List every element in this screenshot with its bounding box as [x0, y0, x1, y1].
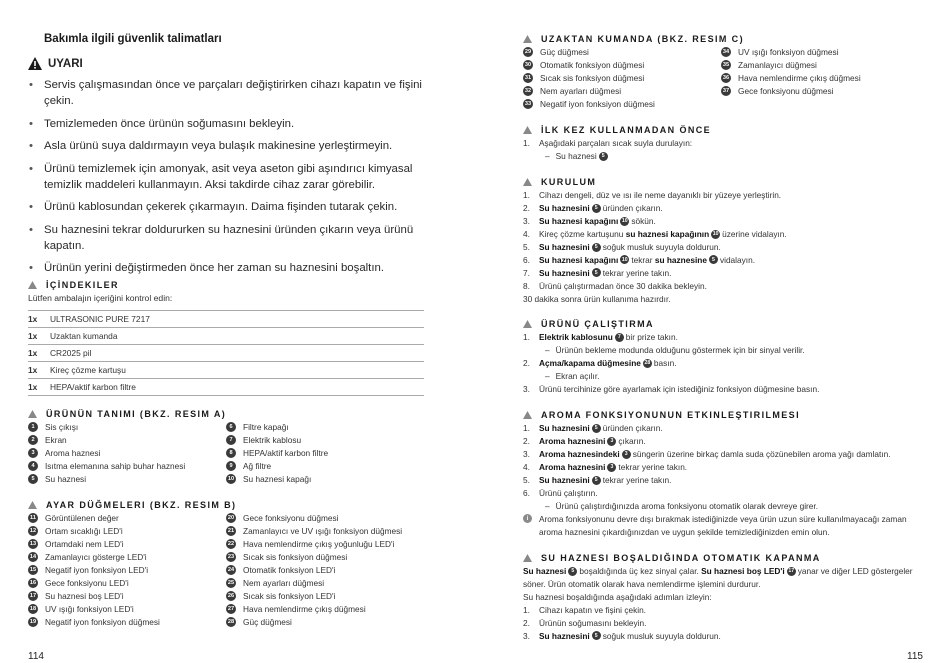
list-item: [721, 72, 861, 85]
info-note: i Aroma fonksiyonunu devre dışı bırakmak istediğinizde veya ürün uzun süre kullanılmayacağı zaman: [523, 512, 907, 525]
list-item: [28, 460, 226, 473]
list-item-label: Filtre kapağı: [243, 422, 289, 433]
list-item-label: Elektrik kablosu: [243, 435, 302, 446]
list-item: – Ürünün bekleme modunda olduğunu göstermek için bir sinyal verilir.: [523, 344, 819, 357]
contents-intro: Lütfen ambalajın içeriğini kontrol edin:: [28, 293, 173, 303]
callout-5-icon: 5: [592, 204, 601, 213]
list-item: [226, 602, 402, 615]
list-item-label: Zamanlayıcı düğmesi: [738, 60, 817, 71]
callout-number-icon: 4: [28, 461, 38, 471]
list-item: [226, 447, 328, 460]
table-row: 1x HEPA/aktif karbon filtre: [28, 379, 424, 396]
left-page: [28, 0, 424, 663]
list-item-label: HEPA/aktif karbon filtre: [243, 448, 329, 459]
callout-3-icon: 3: [607, 437, 616, 446]
callout-number-icon: 22: [227, 541, 235, 548]
callout-number-icon: 21: [227, 528, 235, 535]
list-item: [226, 538, 402, 551]
list-item-label: Sıcak sis fonksiyon LED'i: [243, 590, 336, 601]
list-item: [721, 59, 861, 72]
list-item: 1. Su haznesini 5 üründen çıkarın.: [523, 423, 663, 434]
maintenance-title: Bakımla ilgili güvenlik talimatları: [44, 33, 222, 45]
list-item: [523, 46, 721, 59]
callout-number-icon: 33: [524, 101, 532, 107]
list-item: [28, 576, 226, 589]
buttons-heading: AYAR DÜĞMELERI (BKZ. RESIM B): [28, 500, 236, 510]
warning-title: UYARI: [48, 57, 83, 70]
right-page: [523, 0, 923, 663]
callout-number-icon: 29: [524, 49, 532, 56]
callout-number-icon: 5: [28, 474, 38, 484]
list-item-label: Zamanlayıcı ve UV ışığı fonksiyon düğmesi: [243, 526, 403, 537]
callout-number-icon: 16: [29, 579, 37, 586]
remote-list: [523, 46, 861, 110]
aroma-heading: AROMA FONKSIYONUNUN ETKINLEŞTIRILMESI: [523, 410, 800, 420]
list-item-label: Su haznesi: [45, 474, 87, 484]
list-item: [28, 512, 226, 525]
callout-3-icon: 3: [622, 450, 631, 459]
list-item: [28, 525, 226, 538]
list-item-label: UV ışığı fonksiyon düğmesi: [738, 47, 839, 58]
setup-heading: KURULUM: [523, 177, 596, 187]
list-item: [28, 447, 226, 460]
callout-number-icon: 17: [29, 592, 37, 599]
callout-number-icon: 28: [227, 618, 235, 625]
list-item-label: Negatif iyon fonksiyon düğmesi: [45, 616, 160, 627]
list-item: [28, 615, 226, 628]
callout-28-icon: 28: [644, 360, 651, 367]
list-item: [226, 512, 402, 525]
contents-table: [28, 310, 424, 396]
callout-number-icon: 11: [28, 513, 38, 523]
list-item: 2. Ürünün soğumasını bekleyin.: [523, 618, 647, 628]
list-item: 7. Su haznesini 5 tekrar yerine takın.: [523, 267, 672, 278]
triangle-bullet-icon: [523, 35, 532, 43]
list-item-label: Güç düğmesi: [243, 616, 292, 627]
info-icon: i: [523, 514, 532, 523]
callout-number-icon: 31: [524, 75, 532, 82]
paragraph-line: Su haznesi 5 boşaldığında üç kez sinyal çalar. Su haznesi boş LED'i 17 yanar ve diğer LED göstergeler: [523, 566, 913, 577]
list-item: [523, 85, 721, 98]
callout-number-icon: 18: [29, 605, 37, 612]
list-item: 6. Su haznesi kapağını 10 tekrar su haznesine 5 vidalayın.: [523, 254, 756, 265]
triangle-bullet-icon: [28, 501, 37, 509]
warning-item: • Temizlemeden önce ürünün soğumasını bekleyin.: [28, 116, 424, 132]
triangle-bullet-icon: [523, 178, 532, 186]
list-item-label: Sıcak sis fonksiyon düğmesi: [243, 552, 348, 563]
triangle-bullet-icon: [523, 411, 532, 419]
list-item-label: Nem ayarları düğmesi: [243, 577, 325, 588]
callout-5-icon: 5: [709, 255, 718, 264]
list-item-label: Ağ filtre: [243, 461, 272, 472]
operate-heading: ÜRÜNÜ ÇALIŞTIRMA: [523, 319, 654, 329]
callout-5-icon: 5: [599, 152, 608, 161]
list-item: [523, 59, 721, 72]
buttons-list: [28, 512, 402, 628]
callout-number-icon: 32: [524, 88, 532, 95]
table-row: 1x Kireç çözme kartuşu: [28, 362, 424, 379]
warning-list: [28, 77, 424, 283]
list-item: 3. Ürünü tercihinize göre ayarlamak için istediğiniz fonksiyon düğmesine basın.: [523, 384, 820, 394]
list-item-label: Hava nemlendirme çıkış düğmesi: [243, 603, 366, 614]
callout-5-icon: 5: [568, 567, 577, 576]
callout-number-icon: 14: [29, 554, 37, 561]
list-item: [523, 72, 721, 85]
list-item: [226, 589, 402, 602]
list-item: [523, 98, 721, 111]
callout-number-icon: 36: [722, 75, 730, 82]
list-item: [28, 589, 226, 602]
list-item-label: Görüntülenen değer: [45, 513, 119, 524]
list-item: 8. Ürünü çalıştırmadan önce 30 dakika bekleyin.: [523, 280, 707, 291]
list-item: [28, 564, 226, 577]
triangle-bullet-icon: [523, 126, 532, 134]
callout-number-icon: 8: [226, 448, 236, 458]
table-row: 1x CR2025 pil: [28, 345, 424, 362]
triangle-bullet-icon: [523, 320, 532, 328]
callout-number-icon: 9: [226, 461, 236, 471]
list-item: [226, 576, 402, 589]
list-item-label: Aroma haznesi: [45, 448, 101, 459]
callout-number-icon: 15: [29, 567, 37, 573]
operate-list: [523, 331, 819, 395]
warning-item: • Asla ürünü suya daldırmayın veya bulaşık makinesine yerleştirmeyin.: [28, 138, 424, 154]
list-item: [28, 538, 226, 551]
callout-5-icon: 5: [592, 243, 601, 252]
triangle-bullet-icon: [28, 281, 37, 289]
list-item: 6. Ürünü çalıştırın.: [523, 487, 598, 498]
list-item: [28, 602, 226, 615]
list-item: [28, 421, 226, 434]
callout-number-icon: 25: [227, 579, 235, 586]
list-item-label: Negatif iyon fonksiyon LED'i: [45, 565, 149, 575]
table-row: 1x ULTRASONIC PURE 7217: [28, 311, 424, 328]
callout-number-icon: 2: [28, 435, 38, 445]
list-item: [28, 473, 226, 486]
description-col-2: [226, 421, 328, 485]
list-item: 5. Su haznesini 5 soğuk musluk suyuyla doldurun.: [523, 242, 721, 252]
callout-10-icon: 10: [621, 256, 628, 263]
list-item-label: Isıtma elemanına sahip buhar haznesi: [45, 461, 186, 472]
callout-10-icon: 10: [712, 231, 719, 238]
callout-number-icon: 27: [227, 605, 235, 612]
list-item: 1. Aşağıdaki parçaları sıcak suyla durulayın:: [523, 138, 693, 149]
list-item: [226, 473, 328, 486]
list-item: – Ekran açılır.: [523, 370, 819, 383]
list-item: 30 dakika sonra ürün kullanıma hazırdır.: [523, 293, 671, 304]
list-item-label: Ortamdaki nem LED'i: [45, 539, 124, 550]
list-item: 5. Su haznesini 5 tekrar yerine takın.: [523, 475, 672, 485]
callout-number-icon: 34: [722, 49, 730, 56]
list-item: [226, 615, 402, 628]
list-item: 2. Su haznesini 5 üründen çıkarın.: [523, 203, 663, 214]
buttons-col-1: [28, 512, 226, 628]
empty-tank-heading: SU HAZNESI BOŞALDIĞINDA OTOMATIK KAPANMA: [523, 553, 821, 563]
list-item-label: Negatif iyon fonksiyon düğmesi: [540, 99, 655, 109]
table-row: 1x Uzaktan kumanda: [28, 328, 424, 345]
description-list: [28, 421, 328, 485]
setup-list: [523, 189, 787, 305]
list-item: 3. Su haznesini 5 soğuk musluk suyuyla doldurun.: [523, 630, 721, 641]
list-item: [226, 421, 328, 434]
callout-number-icon: 12: [29, 528, 37, 535]
list-item: [226, 460, 328, 473]
page-number-right: 115: [907, 651, 923, 662]
callout-number-icon: 37: [722, 88, 730, 95]
first-use-heading: İLK KEZ KULLANMADAN ÖNCE: [523, 125, 711, 135]
list-item-label: Gece fonksiyonu LED'i: [45, 577, 129, 588]
list-item: 1. Cihazı kapatın ve fişini çekin.: [523, 605, 646, 616]
callout-5-icon: 5: [592, 476, 601, 485]
warning-item: • Ürünü kablosundan çekerek çıkarmayın. Daima fişinden tutarak çekin.: [28, 199, 424, 215]
list-item-label: UV ışığı fonksiyon LED'i: [45, 603, 134, 614]
list-item: [28, 551, 226, 564]
list-item-label: Otomatik fonksiyon LED'i: [243, 565, 336, 575]
list-item-label: Zamanlayıcı gösterge LED'i: [45, 552, 147, 563]
callout-number-icon: 13: [29, 541, 37, 548]
list-item-label: Su haznesi boş LED'i: [45, 590, 124, 601]
list-item: – Ürünü çalıştırdığınızda aroma fonksiyonu otomatik olarak devreye girer.: [523, 499, 907, 512]
callout-7-icon: 7: [615, 333, 624, 342]
page-number-left: 114: [28, 651, 44, 662]
callout-5-icon: 5: [592, 268, 601, 277]
list-item: [721, 85, 861, 98]
warning-heading: [28, 57, 83, 70]
warning-icon: [28, 57, 42, 70]
callout-5-icon: 5: [592, 424, 601, 433]
callout-number-icon: 24: [227, 567, 235, 573]
callout-number-icon: 1: [28, 422, 38, 432]
callout-number-icon: 3: [28, 448, 38, 458]
list-item: 4. Aroma haznesini 3 tekrar yerine takın.: [523, 462, 688, 473]
list-item: [226, 434, 328, 447]
paragraph-line: söner. Ürün otomatik olarak hava nemlendirme işlemini durdurur.: [523, 579, 761, 590]
triangle-bullet-icon: [28, 410, 37, 418]
list-item: – Su haznesi 5: [523, 150, 692, 163]
list-item: [226, 564, 402, 577]
buttons-col-2: [226, 512, 402, 628]
callout-3-icon: 3: [607, 463, 616, 472]
remote-col-2: [721, 46, 861, 110]
list-item: 2. Açma/kapama düğmesine 28 basın.: [523, 358, 677, 369]
first-use-list: [523, 137, 692, 163]
list-item: [226, 525, 402, 538]
warning-item: • Ürünün yerini değiştirmeden önce her zaman su haznesini boşaltın.: [28, 260, 424, 276]
description-col-1: [28, 421, 226, 485]
list-item-label: Su haznesi kapağı: [243, 474, 312, 484]
callout-number-icon: 7: [226, 435, 236, 445]
list-item-label: Hava nemlendirme çıkış yoğunluğu LED'i: [243, 539, 395, 550]
list-item: 3. Aroma haznesindeki 3 süngerin üzerine birkaç damla suda çözünebilen aroma yağı damlatın.: [523, 449, 891, 460]
list-item: 1. Elektrik kablosunu 7 bir prize takın.: [523, 332, 678, 343]
list-item-label: Nem ayarları düğmesi: [540, 86, 622, 97]
description-heading: ÜRÜNÜN TANIMI (BKZ. RESIM A): [28, 409, 226, 419]
warning-item: • Su haznesini tekrar doldururken su haznesini üründen çıkarın veya ürünü kapatın.: [28, 222, 424, 254]
list-item-label: Güç düğmesi: [540, 47, 589, 58]
callout-number-icon: 23: [227, 554, 235, 561]
triangle-bullet-icon: [523, 554, 532, 562]
list-item-label: Hava nemlendirme çıkış düğmesi: [738, 73, 861, 84]
list-item-label: Sis çıkışı: [45, 422, 79, 433]
callout-number-icon: 20: [227, 515, 235, 522]
paragraph-line: Su haznesi boşaldığında aşağıdaki adımları izleyin:: [523, 592, 712, 603]
list-item: [721, 46, 861, 59]
warning-item: • Servis çalışmasından önce ve parçaları değiştirirken cihazı kapatın ve fişini çekin.: [28, 77, 424, 109]
info-note-cont: aroma haznesini çıkardığınızdan ve uygun şekilde temizlediğinizden emin olun.: [539, 526, 830, 537]
list-item-label: Otomatik fonksiyon düğmesi: [540, 60, 645, 71]
list-item-label: Sıcak sis fonksiyon düğmesi: [540, 73, 645, 84]
callout-number-icon: 6: [226, 422, 236, 432]
remote-heading: UZAKTAN KUMANDA (BKZ. RESIM C): [523, 34, 744, 44]
list-item-label: Ortam sıcaklığı LED'i: [45, 526, 123, 537]
list-item-label: Gece fonksiyonu düğmesi: [738, 86, 834, 97]
list-item: 4. Kireç çözme kartuşunu su haznesi kapağının 10 üzerine vidalayın.: [523, 229, 787, 240]
list-item: [28, 434, 226, 447]
warning-item: • Ürünü temizlemek için amonyak, asit veya aseton gibi aşındırıcı kimyasal temizlik maddeleri kullanmayın. Aksi takdirde cihaz zarar görebilir.: [28, 161, 424, 193]
list-item: 2. Aroma haznesini 3 çıkarın.: [523, 436, 646, 447]
list-item-label: Gece fonksiyonu düğmesi: [243, 513, 339, 524]
callout-number-icon: 35: [722, 62, 730, 69]
aroma-list: [523, 422, 907, 538]
list-item: 3. Su haznesi kapağını 10 sökün.: [523, 216, 656, 227]
remote-col-1: [523, 46, 721, 110]
callout-number-icon: 10: [227, 476, 235, 482]
callout-17-icon: 17: [788, 568, 795, 575]
callout-5-icon: 5: [592, 631, 601, 640]
list-item-label: Ekran: [45, 435, 67, 446]
list-item: [226, 551, 402, 564]
callout-number-icon: 30: [524, 62, 532, 69]
contents-heading: İÇİNDEKILER: [28, 280, 119, 290]
callout-number-icon: 19: [29, 618, 37, 625]
callout-number-icon: 26: [227, 592, 235, 599]
list-item: 1. Cihazı dengeli, düz ve ısı ile neme dayanıklı bir yüzeye yerleştirin.: [523, 190, 782, 201]
callout-10-icon: 10: [621, 218, 628, 225]
empty-tank-list: [523, 565, 913, 642]
